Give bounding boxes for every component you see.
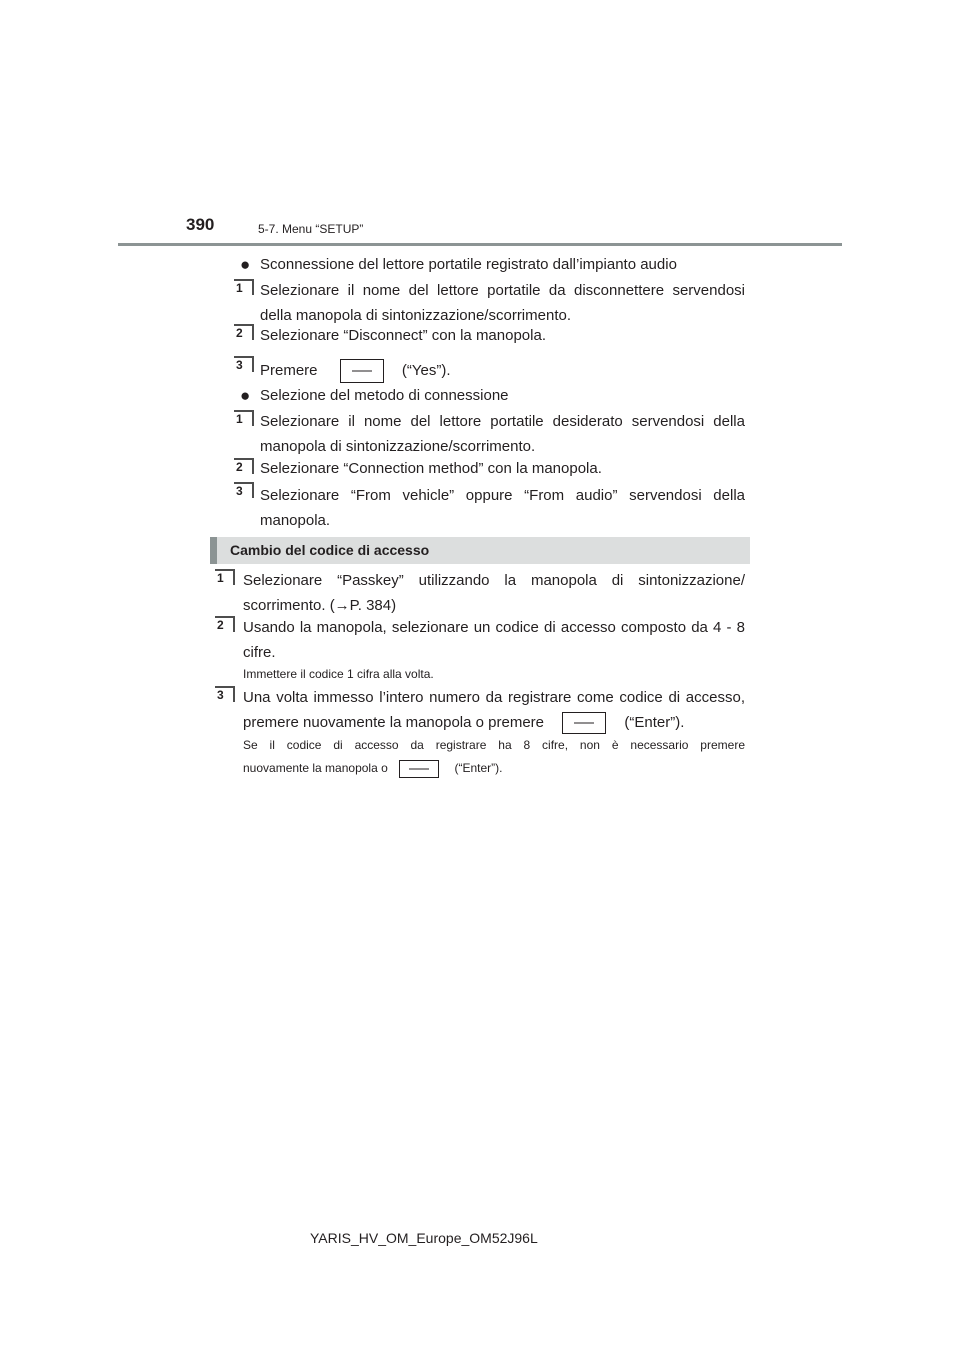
step-number: 1: [234, 410, 254, 426]
step-text-line: [243, 710, 745, 735]
bullet-icon: ●: [240, 255, 251, 274]
step-text: [260, 358, 451, 383]
footer-doc-id: YARIS_HV_OM_Europe_OM52J96L: [310, 1230, 538, 1246]
step-text-after: (“Enter”).: [624, 714, 685, 731]
step-note: Immettere il codice 1 cifra alla volta.: [243, 667, 434, 681]
step-text-line: Una volta immesso l’intero numero da registrare come codice di accesso,: [243, 689, 745, 706]
step-text-after: (“Yes”).: [401, 362, 451, 379]
bullet-icon: ●: [240, 386, 251, 405]
step-number: 2: [234, 458, 254, 474]
bullet-title: Sconnessione del lettore portatile registrato dall’impianto audio: [260, 256, 677, 273]
step-number: 3: [215, 686, 235, 702]
step-number: 3: [234, 356, 254, 372]
step-number: 2: [215, 616, 235, 632]
bullet-title: Selezione del metodo di connessione: [260, 387, 509, 404]
step-text: Selezionare “From vehicle” oppure “From audio” servendosi della manopola.: [260, 487, 745, 529]
step-number: 3: [234, 482, 254, 498]
section-heading-text: Cambio del codice di accesso: [230, 542, 430, 558]
note-text-after: (“Enter”).: [454, 761, 503, 775]
step-text: Selezionare “Connection method” con la manopola.: [260, 460, 602, 477]
note-text-before: nuovamente la manopola o: [243, 761, 388, 775]
step-note: [243, 759, 502, 778]
step-note: Se il codice di accesso da registrare ha 8 cifre, non è necessario premere: [243, 738, 745, 752]
step-number: 2: [234, 324, 254, 340]
step-text: Selezionare “Disconnect” con la manopola.: [260, 327, 546, 344]
step-text: Selezionare il nome del lettore portatile da disconnettere servendosi della manopola di sintonizzazione/scorrimento.: [260, 282, 745, 324]
section-heading: [210, 537, 750, 564]
step-number: 1: [215, 569, 235, 585]
step-text: Selezionare il nome del lettore portatile desiderato servendosi della manopola di sintonizzazione/scorrimento.: [260, 413, 745, 455]
header-rule: [118, 243, 842, 246]
step-text-before: premere nuovamente la manopola o premere: [243, 714, 545, 731]
page-number: 390: [186, 215, 215, 234]
step-text-before: Premere: [260, 362, 318, 379]
step-text: [243, 685, 745, 735]
yes-button-icon: [340, 359, 384, 383]
step-text: Selezionare “Passkey” utilizzando la manopola di sintonizzazione/ scorrimento. (→P. 384): [243, 572, 745, 614]
step-text: Usando la manopola, selezionare un codice di accesso composto da 4 - 8 cifre.: [243, 619, 745, 661]
enter-button-icon: [399, 760, 439, 778]
step-number: 1: [234, 279, 254, 295]
section-title: 5-7. Menu “SETUP”: [258, 222, 364, 236]
enter-button-icon: [562, 712, 606, 734]
